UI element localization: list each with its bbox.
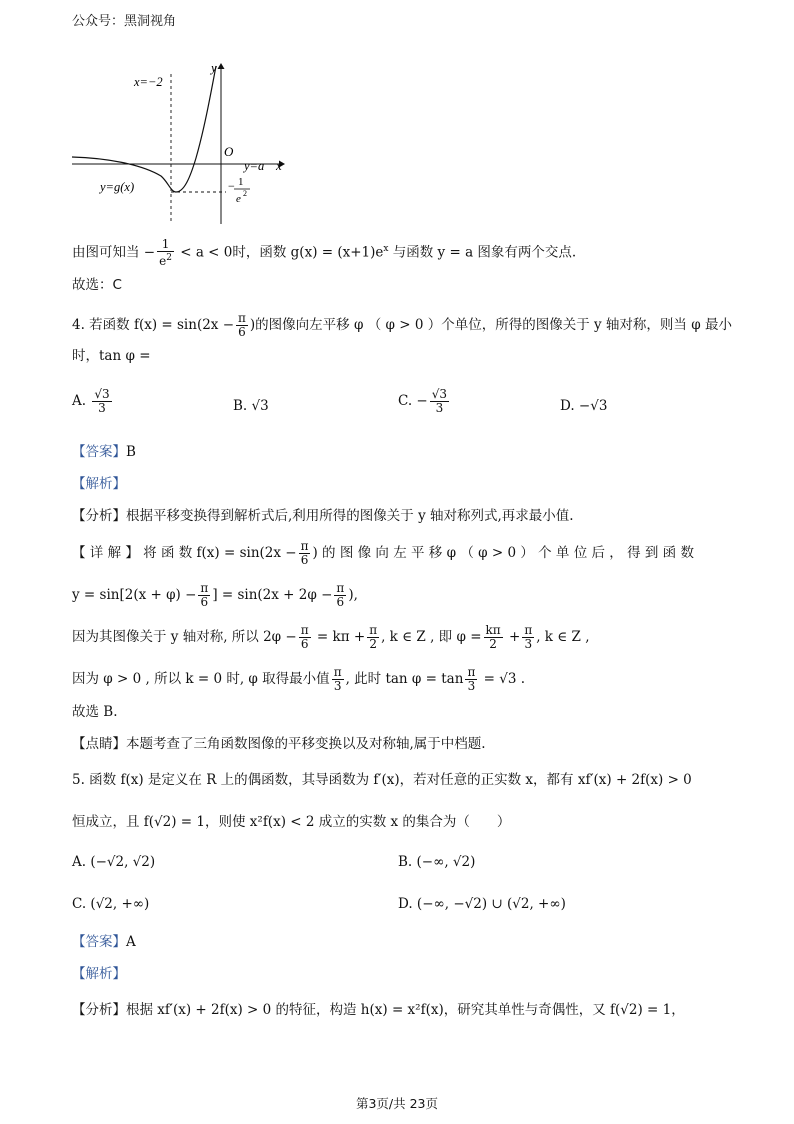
q4-choose: 故选 B. bbox=[72, 704, 118, 720]
graph-conclusion: 由图可知当 − $\frac{1}{e^2}$ < a < 0时，函数 $g(x) = (x+1)e^x$ 与函数 y = a 图象有两个交点. bbox=[72, 237, 577, 268]
q5-jiexi: 【解析】 bbox=[72, 966, 126, 982]
q4-option-d: D. −√3 bbox=[560, 398, 608, 414]
tick-minus: − bbox=[228, 179, 235, 193]
q4-detail: 【 详 解 】 将 函 数 f(x) = sin(2x − $\frac{\pi}{6}$ ) 的 图 像 向 左 平 移 φ （ φ > 0 ） 个 单 位 后 ， 得 到 函 数 bbox=[72, 539, 694, 567]
asymptote-label: x=−2 bbox=[134, 75, 163, 89]
y-axis-label: y bbox=[211, 60, 217, 75]
function-graph bbox=[66, 58, 296, 228]
q5-option-d: D. (−∞, −√2) ∪ (√2, +∞) bbox=[398, 896, 566, 912]
question-4-line1: 4. 若函数 f(x) = sin(2x − $\frac{\pi}{6}$ )的图像向左平移 φ （ φ > 0 ）个单位，所得的图像关于 y 轴对称，则当 φ 最小 bbox=[72, 311, 732, 339]
tick-num: 1 bbox=[238, 176, 244, 188]
origin-label: O bbox=[224, 144, 234, 159]
q5-fenxi: 【分析】根据 xf′(x) + 2f(x) > 0 的特征，构造 h(x) = x²f(x)，研究其单性与奇偶性，又 f(√2) = 1， bbox=[72, 1002, 685, 1018]
question-5-line2: 恒成立，且 f(√2) = 1，则使 x²f(x) < 2 成立的实数 x 的集合为（ ） bbox=[72, 814, 511, 830]
q4-dianjing: 【点睛】本题考查了三角函数图像的平移变换以及对称轴,属于中档题. bbox=[72, 736, 486, 752]
page-footer: 第3页/共 23页 bbox=[355, 1096, 439, 1111]
choice-c-line: 故选：C bbox=[72, 277, 122, 293]
q4-equation-1: y = sin[2(x + φ) − $\frac{\pi}{6}$ ] = sin(2x + 2φ − $\frac{\pi}{6}$ ), bbox=[72, 581, 358, 609]
q5-option-b: B. (−∞, √2) bbox=[398, 854, 476, 870]
question-4-line2: 时，tan φ = bbox=[72, 348, 151, 364]
q4-option-a: A. $\frac{√3}{3}$ bbox=[72, 387, 110, 415]
q4-fenxi: 【分析】根据平移变换得到解析式后,利用所得的图像关于 y 轴对称列式,再求最小值. bbox=[72, 508, 574, 524]
page-header: 公众号：黑洞视角 bbox=[72, 14, 177, 29]
q4-equation-2: 因为其图像关于 y 轴对称, 所以 2φ − $\frac{\pi}{6}$ = kπ + $\frac{\pi}{2}$ , k ∈ Z , 即 φ = $\frac{k\pi}{2}$ + $\frac{\pi}{3}$ , k ∈ Z , bbox=[72, 623, 590, 651]
q4-answer: 【答案】B bbox=[72, 444, 136, 460]
line-y-a-label: y=a bbox=[244, 159, 265, 173]
q4-option-b: B. √3 bbox=[233, 398, 269, 414]
x-axis-label: x bbox=[276, 158, 282, 173]
q5-option-c: C. (√2, +∞) bbox=[72, 896, 150, 912]
q5-answer: 【答案】A bbox=[72, 934, 136, 950]
q4-option-c: C. − $\frac{√3}{3}$ bbox=[398, 387, 448, 415]
question-5-line1: 5. 函数 f(x) 是定义在 R 上的偶函数，其导函数为 f′(x)，若对任意的正实数 x，都有 xf′(x) + 2f(x) > 0 bbox=[72, 772, 692, 788]
q4-equation-3: 因为 φ > 0 , 所以 k = 0 时, φ 取得最小值 $\frac{\pi}{3}$ , 此时 tan φ = tan $\frac{\pi}{3}$ = √3 . bbox=[72, 665, 525, 693]
curve-label: y=g(x) bbox=[100, 180, 135, 194]
q5-option-a: A. (−√2, √2) bbox=[72, 854, 156, 870]
tick-den-exp: 2 bbox=[243, 189, 247, 198]
q4-jiexi: 【解析】 bbox=[72, 476, 126, 492]
tick-den: e bbox=[236, 193, 241, 205]
